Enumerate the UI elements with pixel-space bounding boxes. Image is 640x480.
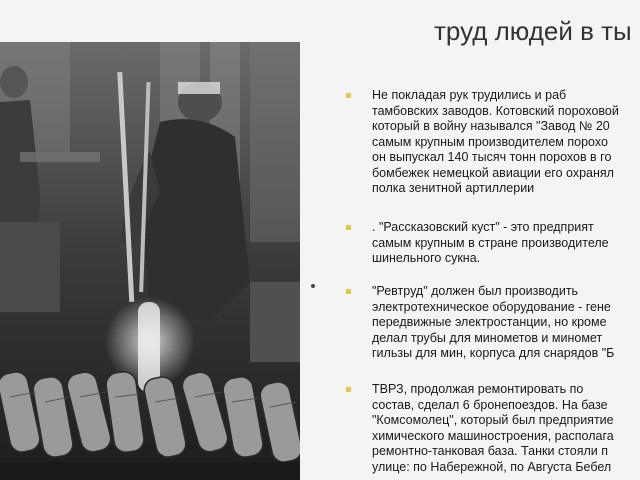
bullet-marker-icon [346,289,351,294]
bullet-line: "Ревтруд" должен был производить [372,284,579,298]
bullet-item [346,382,614,475]
bullet-item [346,284,614,362]
bullet-line: он выпускал 140 тысяч тонн порохов в го [372,150,612,164]
bullet-line: гильзы для мин, корпуса для снарядов "Б [372,346,615,360]
bullet-line: передвижные электростанции, но кроме [372,315,607,329]
bullet-line: самым крупным в стране производителе [372,235,609,250]
bullet-line: Не покладая рук трудились и раб [372,88,567,102]
bullet-line: бомбежек немецкой авиации его охранял [372,165,614,180]
bullet-line: делал трубы для минометов и миномет [372,330,603,345]
bullet-line: электротехническое оборудование - гене [372,299,611,314]
bullet-line: ремонтно-танковая база. Танки стояли п [372,444,609,458]
bullet-marker-icon [346,225,351,230]
bullet-dot [311,284,315,288]
bullet-line: состав, сделал 6 бронепоездов. На базе [372,397,608,412]
bullet-line: . "Рассказовский куст" - это предприят [372,220,594,234]
bullet-line: "Комсомолец", который был предприятие [372,413,614,427]
bullet-marker-icon [346,387,351,392]
historical-photo [0,42,300,480]
bullet-marker-icon [346,93,351,98]
bullet-item [346,88,619,197]
bullet-line: который в войну назывался "Завод № 20 [372,119,610,133]
bullet-line: улице: по Набережной, по Августа Бебел [372,459,612,474]
bullet-line: ТВРЗ, продолжая ремонтировать по [372,382,584,396]
slide-title: труд людей в ты [434,16,632,46]
bullet-line: тамбовских заводов. Котовский пороховой [372,103,619,118]
bullet-item [346,220,609,267]
bullet-line: полка зенитной артиллерии [372,181,535,195]
factory-workers-photo-image [0,42,300,480]
bullet-line: химического машиностроения, располага [372,428,614,443]
bullet-line: самым крупным производителем порохо [372,134,608,149]
bullet-line: шинельного сукна. [372,251,481,265]
